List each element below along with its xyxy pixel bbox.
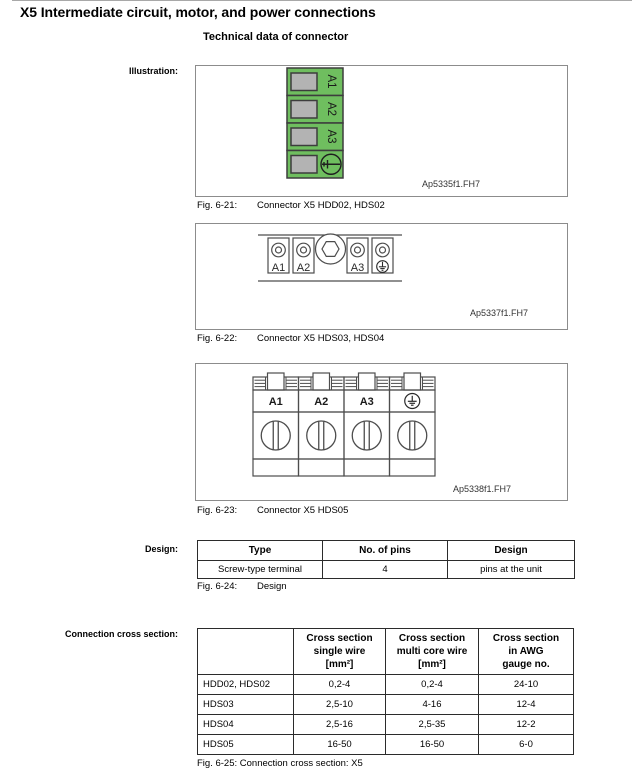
column-header-empty	[198, 629, 294, 675]
figure-caption-text: Connector X5 HDS03, HDS04	[257, 333, 385, 344]
table-cell: 2,5-16	[294, 715, 386, 735]
column-header: Cross section single wire [mm²]	[294, 629, 386, 675]
figure-frame-connector-hds03-hds04	[195, 223, 568, 330]
pin-label-a1: A1	[271, 262, 286, 274]
page-top-rule	[12, 0, 632, 1]
figure-caption	[197, 505, 348, 516]
figure-number: Fig. 6-21:	[197, 200, 238, 211]
table-row	[198, 735, 574, 755]
figure-caption-text: Connector X5 HDD02, HDS02	[257, 200, 385, 211]
pin-label-a3: A3	[325, 129, 337, 144]
row-label: HDS03	[198, 695, 294, 715]
figure-caption	[197, 581, 287, 592]
figure-frame-connector-hds05	[195, 363, 568, 501]
connector-x5-hdd02-illustration	[196, 66, 567, 196]
earth-ground-icon	[377, 261, 389, 273]
drawing-file-label: Ap5338f1.FH7	[453, 484, 512, 494]
section-subtitle: Technical data of connector	[203, 31, 349, 43]
row-label: HDD02, HDS02	[198, 675, 294, 695]
label-illustration: Illustration:	[129, 66, 178, 76]
table-row	[198, 675, 574, 695]
table-cell: 6-0	[479, 735, 574, 755]
pin-label-a2: A2	[314, 396, 329, 408]
table-cell: 2,5-35	[386, 715, 479, 735]
table-cell: 16-50	[294, 735, 386, 755]
table-row	[198, 715, 574, 735]
table-cell: 0,2-4	[386, 675, 479, 695]
figure-number: Fig. 6-24:	[197, 581, 238, 592]
pin-label-a2: A2	[325, 101, 337, 117]
table-header-row	[198, 629, 574, 675]
table-row	[198, 695, 574, 715]
figure-frame-connector-hdd02-hds02	[195, 65, 568, 197]
table-cell: 4-16	[386, 695, 479, 715]
table-cell: 0,2-4	[294, 675, 386, 695]
pin-label-a3: A3	[359, 396, 374, 408]
label-design: Design:	[144, 544, 178, 554]
table-cell: 16-50	[386, 735, 479, 755]
column-header: Cross section multi core wire [mm²]	[386, 629, 479, 675]
drawing-file-label: Ap5337f1.FH7	[470, 308, 529, 318]
row-label: HDS05	[198, 735, 294, 755]
label-connection-cross-section: Connection cross section:	[64, 629, 178, 639]
figure-caption	[197, 758, 363, 769]
design-table	[197, 540, 575, 579]
table-cell: 12-2	[479, 715, 574, 735]
earth-ground-icon	[405, 394, 420, 409]
column-header: Cross section in AWG gauge no.	[479, 629, 574, 675]
figure-caption	[197, 333, 384, 344]
figure-caption-text: Design	[257, 581, 287, 592]
table-cell: 2,5-10	[294, 695, 386, 715]
connection-cross-section-table	[197, 628, 574, 755]
figure-caption-text: Connector X5 HDS05	[257, 505, 349, 516]
column-header: Type	[198, 541, 323, 561]
table-cell: 4	[323, 561, 448, 579]
table-cell: 12-4	[479, 695, 574, 715]
connector-x5-hds05-illustration	[196, 364, 567, 500]
row-label: HDS04	[198, 715, 294, 735]
table-cell: 24-10	[479, 675, 574, 695]
figure-caption-text: Fig. 6-25: Connection cross section: X5	[197, 758, 363, 769]
pin-label-a3: A3	[350, 262, 365, 274]
pin-label-a1: A1	[325, 74, 337, 89]
table-header-row	[198, 541, 575, 561]
hex-bolt-icon	[316, 234, 346, 264]
figure-number: Fig. 6-23:	[197, 505, 238, 516]
figure-caption	[197, 200, 385, 211]
column-header: Design	[448, 541, 575, 561]
drawing-file-label: Ap5335f1.FH7	[422, 179, 481, 189]
pin-label-a1: A1	[268, 396, 283, 408]
pin-label-a2: A2	[296, 262, 311, 274]
table-row	[198, 561, 575, 579]
table-cell: pins at the unit	[448, 561, 575, 579]
table-cell: Screw-type terminal	[198, 561, 323, 579]
figure-number: Fig. 6-22:	[197, 333, 238, 344]
page-title: X5 Intermediate circuit, motor, and power connections	[20, 4, 376, 20]
column-header: No. of pins	[323, 541, 448, 561]
